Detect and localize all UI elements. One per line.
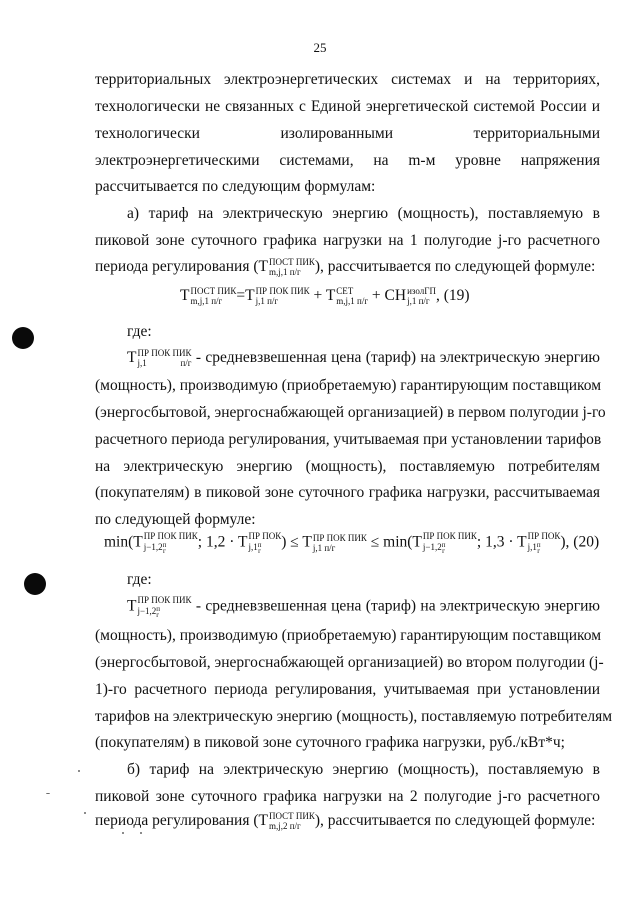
scan-speck <box>84 812 86 814</box>
symbol-t: T <box>127 349 137 366</box>
text-line: где: <box>127 571 152 588</box>
text-line: б) тариф на электрическую энергию (мощность), поставляемую в <box>127 761 600 778</box>
text-line: технологически изолированными территориальными <box>95 125 600 142</box>
symbol-t: T <box>127 597 137 615</box>
text-line: (мощность), производимую (приобретаемую) гарантирующим поставщиком <box>95 377 602 394</box>
scan-speck <box>122 832 124 834</box>
text-line: (энергосбытовой, энергоснабжающей организацией) в первом полугодии j-го <box>95 404 606 421</box>
text-line: электроэнергетическими системами, на m-м уровне напряжения <box>95 152 600 169</box>
scan-speck <box>78 770 80 772</box>
binder-hole-mark <box>24 573 46 595</box>
text-line: а) тариф на электрическую энергию (мощность), поставляемую в <box>127 205 600 222</box>
text-line: территориальных электроэнергетических системах и на территориях, <box>95 71 600 88</box>
formula-19: T ПОСТ ПИК m,j,1 п/г =T ПР ПОК ПИК j,1 п/г + T СЕТ m,j,1 п/г + CH изолГП j,1 п/г , (19) <box>180 285 470 306</box>
text-line: тарифов на электрическую энергию (мощность), поставляемую потребителям <box>95 708 613 725</box>
page-number: 25 <box>313 40 327 55</box>
text-line: на электрическую энергию (мощность), поставляемую потребителям <box>95 458 600 475</box>
text-line: (энергосбытовой, энергоснабжающей организацией) во втором полугодии (j- <box>95 654 604 671</box>
text-line-with-symbol: периода регулирования (T ПОСТ ПИК m,j,1 п/г ), рассчитывается по следующей формуле: <box>95 256 596 277</box>
text-line: где: <box>127 323 152 340</box>
text-line: (покупателям) в пиковой зоне суточного графика нагрузки, рассчитываемая <box>95 484 600 501</box>
text-line: пиковой зоне суточного графика нагрузки на 1 полугодие j-го расчетного <box>95 232 600 249</box>
definition-line: T ПР ПОК ПИК j−1,2 п г - средневзвешенная цена (тариф) на электрическую энергию <box>127 595 601 619</box>
definition-line: T ПР ПОК ПИК j,1 п/г - средневзвешенная цена (тариф) на электрическую энергию <box>127 347 601 368</box>
text-line: (мощность), производимую (приобретаемую) гарантирующим поставщиком <box>95 627 602 644</box>
text-line: расчетного периода регулирования, учитываемая при установлении тарифов <box>95 431 602 448</box>
scan-speck <box>140 832 142 834</box>
text-line: 1)-го расчетного периода регулирования, учитываемая при установлении <box>95 681 600 698</box>
scan-speck <box>46 793 50 794</box>
text-line: по следующей формуле: <box>95 511 256 528</box>
text-line: пиковой зоне суточного графика нагрузки на 2 полугодие j-го расчетного <box>95 788 600 805</box>
binder-hole-mark <box>12 327 34 349</box>
text-line: технологически не связанных с Единой энергетической системой России и <box>95 98 600 115</box>
text-line: рассчитывается по следующим формулам: <box>95 178 376 195</box>
formula-20: min(T ПР ПОК ПИК j−1,2 п г ; 1,2 · T ПР ПОК j,1 п г ) ≤ T ПР ПОК ПИК j,1 п/г ≤ min(T ПР ПОК ПИК j−1,2 п г ; 1,3 · T ПР ПОК j,1 п г ), (20) <box>104 531 600 555</box>
text-line-with-symbol: периода регулирования (T ПОСТ ПИК m,j,2 п/г ), рассчитывается по следующей формуле: <box>95 810 596 831</box>
text-line: (покупателям) в пиковой зоне суточного графика нагрузки, руб./кВт*ч; <box>95 734 565 751</box>
